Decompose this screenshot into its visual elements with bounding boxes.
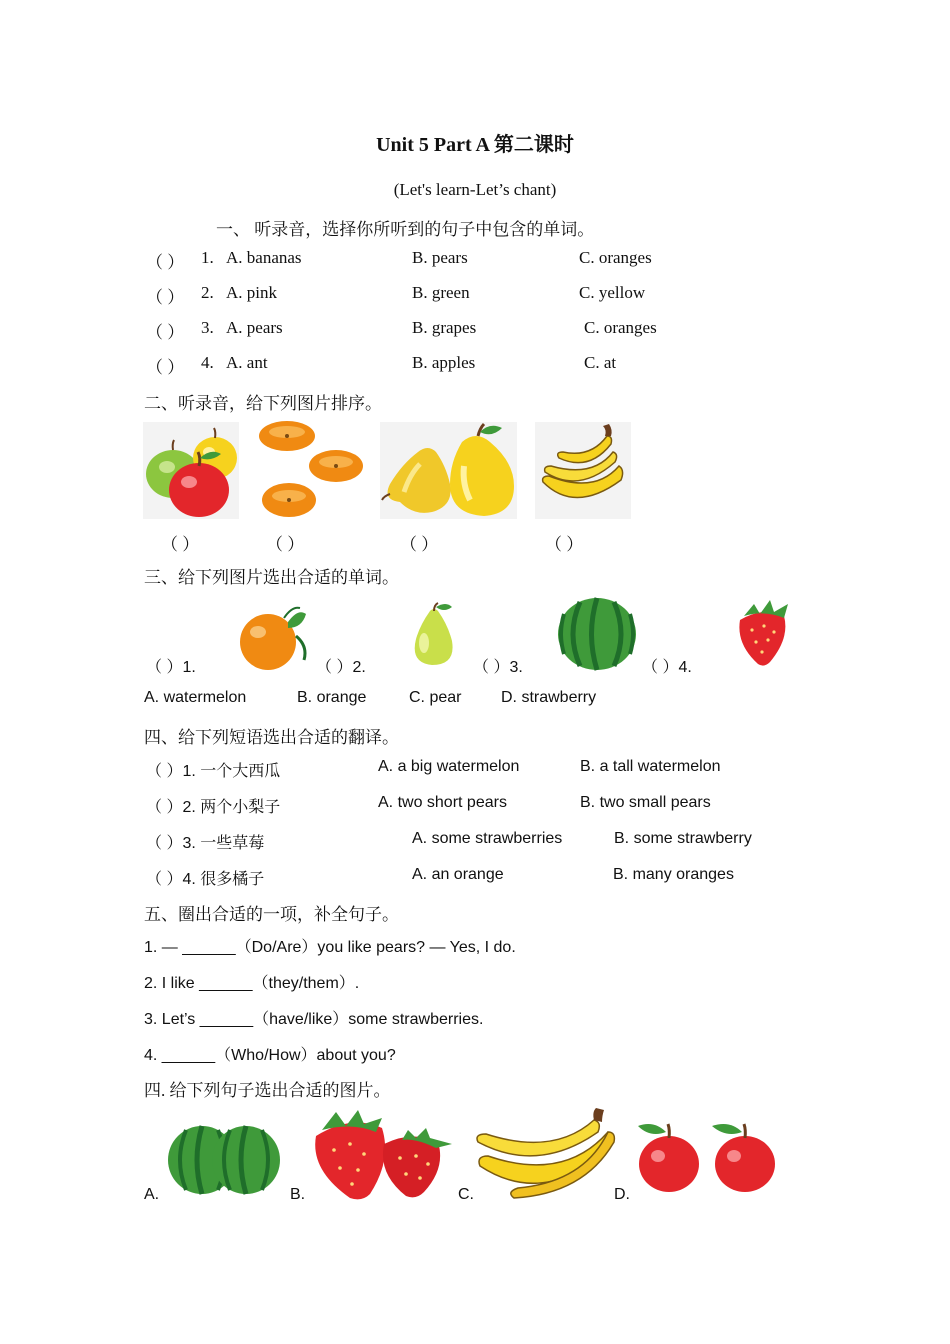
phrase-option-a: A. some strawberries bbox=[412, 830, 563, 847]
order-bracket-4[interactable]: （ ） bbox=[545, 535, 584, 554]
section1-heading: 一、 听录音，选择你所听到的句子中包含的单词。 bbox=[216, 220, 595, 239]
phrase-option-a: A. a big watermelon bbox=[378, 758, 520, 775]
section5-heading: 五、圈出合适的一项，补全句子。 bbox=[144, 905, 399, 924]
order-bracket-2[interactable]: （ ） bbox=[266, 535, 305, 554]
question-number: 1. bbox=[201, 248, 214, 267]
apples-picture bbox=[143, 422, 239, 519]
page-subtitle: (Let's learn-Let’s chant) bbox=[393, 180, 557, 199]
phrase-option-a: A. an orange bbox=[412, 866, 504, 883]
option-b: B. grapes bbox=[412, 318, 477, 337]
picture-answer-label-4[interactable]: （ ）4. bbox=[642, 659, 692, 676]
page-title: Unit 5 Part A 第二课时 bbox=[376, 134, 574, 156]
sentence-4[interactable]: 4. ______（Who/How）about you? bbox=[144, 1047, 396, 1064]
section4-heading: 四、给下列短语选出合适的翻译。 bbox=[144, 728, 399, 747]
pear-picture bbox=[406, 603, 458, 667]
option-c: C. oranges bbox=[579, 248, 652, 267]
watermelon-picture bbox=[556, 596, 638, 672]
phrase-option-b: B. a tall watermelon bbox=[580, 758, 721, 775]
sentence-2[interactable]: 2. I like ______（they/them）. bbox=[144, 975, 360, 992]
two-apples-picture bbox=[634, 1118, 778, 1196]
question-number: 2. bbox=[201, 283, 214, 302]
bananas-picture bbox=[535, 422, 631, 519]
phrase-question-2[interactable]: （ ）2. 两个小梨子 bbox=[146, 799, 281, 816]
option-b: B. green bbox=[412, 283, 470, 302]
two-strawberries-picture bbox=[312, 1110, 457, 1202]
picture-option-label-c: C. bbox=[458, 1186, 474, 1203]
question-number: 3. bbox=[201, 318, 214, 337]
orange-picture bbox=[238, 606, 308, 670]
picture-option-label-d: D. bbox=[614, 1186, 630, 1203]
strawberry-picture bbox=[734, 598, 798, 668]
picture-answer-label-1[interactable]: （ ）1. bbox=[146, 659, 196, 676]
two-watermelons-picture bbox=[166, 1122, 282, 1196]
answer-bracket[interactable]: （ ） bbox=[146, 358, 185, 377]
option-a: A. pears bbox=[226, 318, 283, 337]
answer-bracket[interactable]: （ ） bbox=[146, 323, 185, 342]
phrase-option-a: A. two short pears bbox=[378, 794, 507, 811]
oranges-picture bbox=[256, 420, 364, 520]
order-bracket-3[interactable]: （ ） bbox=[400, 535, 439, 554]
section6-heading: 四. 给下列句子选出合适的图片。 bbox=[144, 1081, 391, 1100]
phrase-option-b: B. two small pears bbox=[580, 794, 711, 811]
pears-picture bbox=[380, 422, 517, 519]
option-b: B. pears bbox=[412, 248, 468, 267]
option-a: A. ant bbox=[226, 353, 268, 372]
word-option-c: C. pear bbox=[409, 689, 462, 706]
picture-option-label-a: A. bbox=[144, 1186, 160, 1203]
option-c: C. yellow bbox=[579, 283, 646, 302]
bananas-bunch-picture bbox=[474, 1108, 618, 1204]
phrase-question-3[interactable]: （ ）3. 一些草莓 bbox=[146, 835, 265, 852]
option-b: B. apples bbox=[412, 353, 476, 372]
phrase-question-1[interactable]: （ ）1. 一个大西瓜 bbox=[146, 763, 281, 780]
order-bracket-1[interactable]: （ ） bbox=[161, 535, 200, 554]
option-c: C. oranges bbox=[584, 318, 657, 337]
picture-option-label-b: B. bbox=[290, 1186, 306, 1203]
section3-heading: 三、给下列图片选出合适的单词。 bbox=[144, 568, 399, 587]
option-a: A. pink bbox=[226, 283, 277, 302]
picture-answer-label-2[interactable]: （ ）2. bbox=[316, 659, 366, 676]
phrase-question-4[interactable]: （ ）4. 很多橘子 bbox=[146, 871, 265, 888]
phrase-option-b: B. some strawberry bbox=[614, 830, 752, 847]
phrase-option-b: B. many oranges bbox=[613, 866, 734, 883]
answer-bracket[interactable]: （ ） bbox=[146, 253, 185, 272]
word-option-d: D. strawberry bbox=[501, 689, 597, 706]
question-number: 4. bbox=[201, 353, 214, 372]
word-option-a: A. watermelon bbox=[144, 689, 247, 706]
option-a: A. bananas bbox=[226, 248, 302, 267]
sentence-1[interactable]: 1. — ______（Do/Are）you like pears? — Yes, I do. bbox=[144, 939, 516, 956]
answer-bracket[interactable]: （ ） bbox=[146, 288, 185, 307]
section2-heading: 二、听录音，给下列图片排序。 bbox=[144, 394, 382, 413]
picture-answer-label-3[interactable]: （ ）3. bbox=[473, 659, 523, 676]
sentence-3[interactable]: 3. Let’s ______（have/like）some strawberries. bbox=[144, 1011, 484, 1028]
option-c: C. at bbox=[584, 353, 617, 372]
word-option-b: B. orange bbox=[297, 689, 367, 706]
